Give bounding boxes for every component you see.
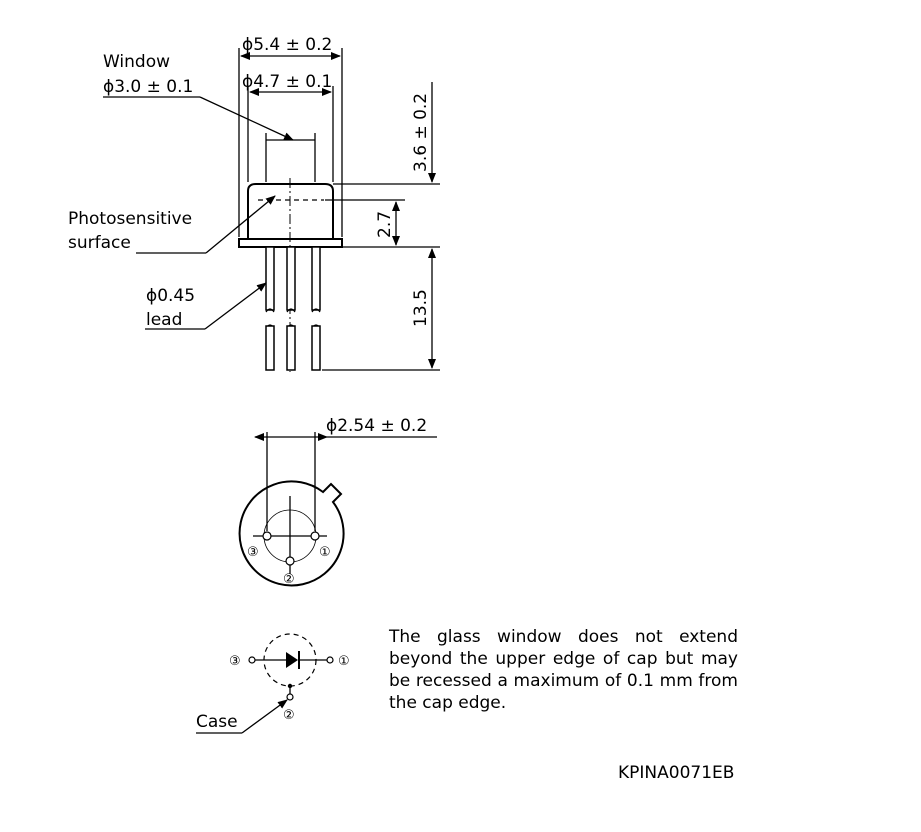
label-window: Window bbox=[103, 52, 171, 72]
lead-break-marks bbox=[266, 309, 320, 328]
schematic-pin-label-1: ① bbox=[338, 654, 350, 669]
schematic-pin-label-3: ③ bbox=[229, 654, 241, 669]
label-lead: lead bbox=[146, 310, 183, 330]
pin-hole-2 bbox=[286, 557, 294, 565]
pin-label-1: ① bbox=[319, 545, 331, 560]
label-photosensitive-line2: surface bbox=[68, 233, 131, 253]
lead-center-lower bbox=[287, 326, 295, 370]
label-lead-length: 13.5 bbox=[411, 289, 431, 327]
schematic bbox=[196, 634, 350, 733]
bottom-view bbox=[240, 416, 437, 587]
lead-right-lower bbox=[312, 326, 320, 370]
schematic-pin-label-2: ② bbox=[283, 708, 295, 723]
drawing-code: KPINA0071EB bbox=[618, 763, 735, 783]
label-pin-pitch: ϕ2.54 ± 0.2 bbox=[326, 416, 428, 436]
label-case: Case bbox=[196, 712, 238, 732]
label-height-surface: 2.7 bbox=[375, 210, 395, 238]
photodiode-symbol bbox=[286, 652, 298, 668]
side-view bbox=[68, 35, 440, 372]
pin-hole-1 bbox=[311, 532, 319, 540]
header-outline bbox=[240, 481, 344, 585]
lead-center-upper bbox=[287, 247, 295, 310]
pin-label-2: ② bbox=[283, 572, 295, 587]
lead-left-upper bbox=[266, 247, 274, 310]
pin-label-3: ③ bbox=[247, 545, 259, 560]
label-cap-inner-dia: ϕ4.7 ± 0.1 bbox=[242, 72, 333, 92]
lead-left-lower bbox=[266, 326, 274, 370]
lead-right-upper bbox=[312, 247, 320, 310]
label-window-dia: ϕ3.0 ± 0.1 bbox=[103, 77, 194, 97]
pin-hole-3 bbox=[263, 532, 271, 540]
label-lead-dia: ϕ0.45 bbox=[146, 286, 196, 306]
label-cap-outer-dia: ϕ5.4 ± 0.2 bbox=[242, 35, 333, 55]
label-photosensitive-line1: Photosensitive bbox=[68, 209, 193, 229]
glass-window-note: The glass window does not extend beyond the upper edge of cap but may be recessed a maximum of 0.1 mm from the cap edge. bbox=[389, 627, 738, 713]
label-height-total: 3.6 ± 0.2 bbox=[411, 92, 431, 172]
